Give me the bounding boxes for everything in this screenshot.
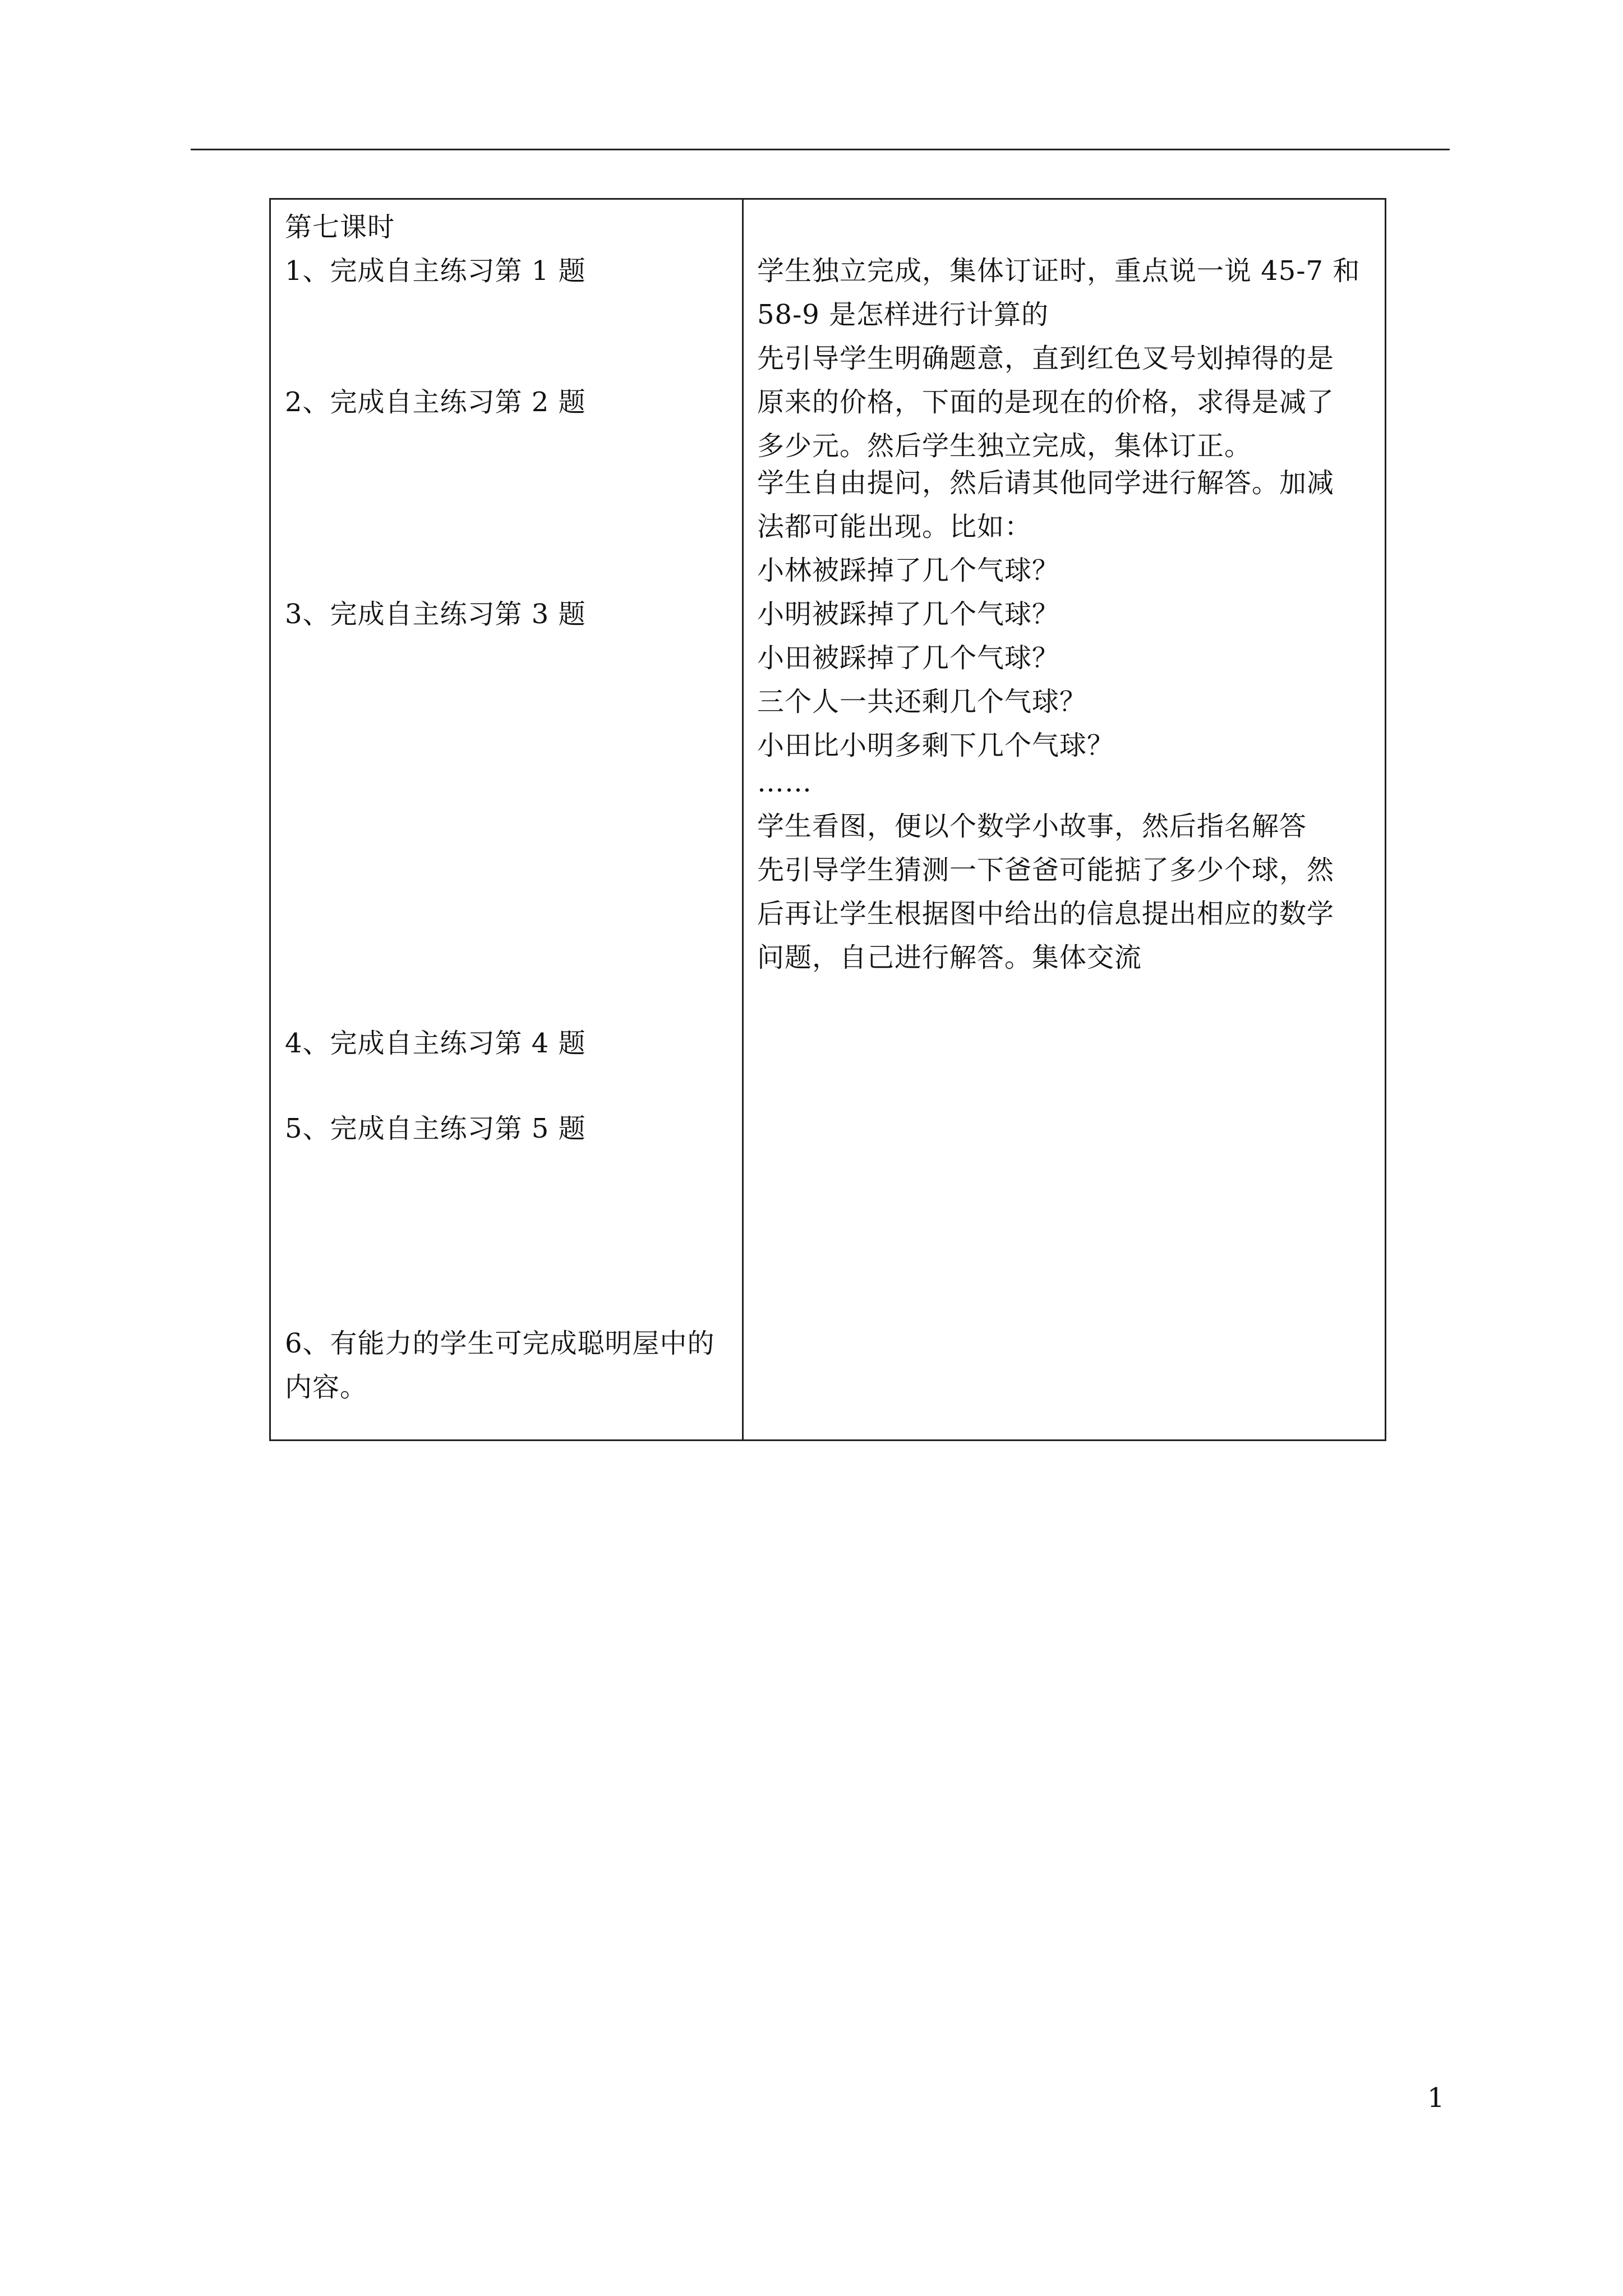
header-rule [191,149,1450,150]
activity-line: 多少元。然后学生独立完成，集体订正。 [757,430,1252,462]
exercise-item-5: 5、完成自主练习第 5 题 [285,1113,586,1144]
column-divider [742,200,744,1439]
activity-line: 后再让学生根据图中给出的信息提出相应的数学 [757,898,1335,930]
exercise-item-6-line-2: 内容。 [285,1372,368,1403]
activity-line: 小林被踩掉了几个气球？ [757,555,1060,586]
activity-line: 法都可能出现。比如： [757,511,1032,542]
activity-line: 学生自由提问，然后请其他同学进行解答。加减 [757,467,1335,499]
activity-line: 先引导学生明确题意，直到红色叉号划掉得的是 [757,343,1335,374]
activity-line: 58-9 是怎样进行计算的 [757,299,1049,330]
activity-line: 小明被踩掉了几个气球？ [757,599,1060,630]
exercise-item-2: 2、完成自主练习第 2 题 [285,386,586,418]
activity-line: 小田比小明多剩下几个气球？ [757,730,1115,761]
exercise-item-3: 3、完成自主练习第 3 题 [285,599,586,630]
activity-line: 小田被踩掉了几个气球？ [757,642,1060,674]
activity-line: 原来的价格，下面的是现在的价格，求得是减了 [757,386,1335,418]
exercise-item-4: 4、完成自主练习第 4 题 [285,1028,586,1059]
activity-line: 学生看图，便以个数学小故事，然后指名解答 [757,811,1307,842]
activity-line: …… [757,767,812,798]
lesson-heading: 第七课时 [285,211,395,243]
page-number: 1 [1427,2082,1445,2114]
activity-line: 学生独立完成，集体订证时，重点说一说 45-7 和 [757,255,1361,287]
activity-line: 问题，自己进行解答。集体交流 [757,942,1142,973]
lesson-table [269,198,1386,1441]
activity-line: 先引导学生猜测一下爸爸可能掂了多少个球，然 [757,854,1335,886]
activity-line: 三个人一共还剩几个气球？ [757,686,1087,717]
exercise-item-1: 1、完成自主练习第 1 题 [285,255,586,287]
exercise-item-6-line-1: 6、有能力的学生可完成聪明屋中的 [285,1328,715,1359]
